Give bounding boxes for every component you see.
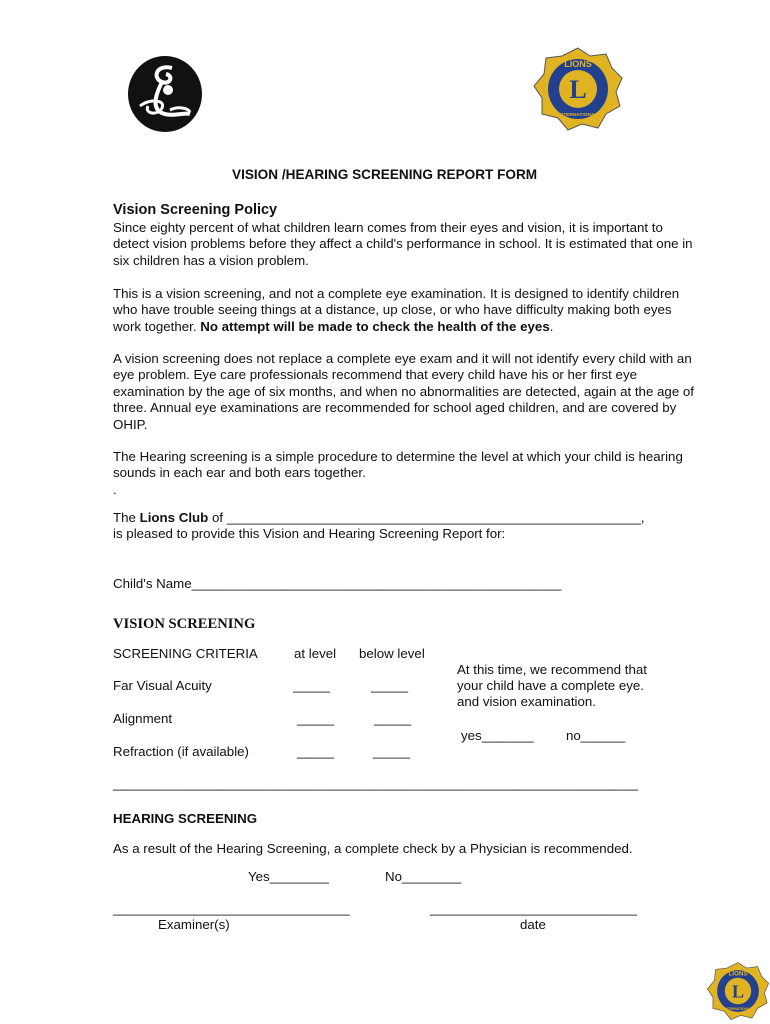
svg-text:LIONS: LIONS — [728, 970, 748, 978]
date-field[interactable]: ____________________________ — [430, 901, 638, 916]
policy-paragraph-2: This is a vision screening, and not a complete eye examination. It is designed to identify children who have trouble seeing things at a distance, up close, or who have difficulty making both eyes work together. No attempt will be made to check the health of the eyes. — [113, 286, 680, 334]
svg-text:L: L — [569, 75, 587, 104]
criteria-header: SCREENING CRITERIA — [113, 646, 258, 661]
club-location-field[interactable]: ________________________________________________________, — [226, 510, 645, 525]
policy-paragraph-4: The Hearing screening is a simple procedure to determine the level at which your child is hearing sounds in each ear and both ears together. . — [113, 449, 683, 497]
recommend-line-3: and vision examination. — [457, 694, 596, 709]
recommend-line-1: At this time, we recommend that — [457, 662, 647, 677]
hearing-yes-field[interactable]: Yes________ — [248, 869, 329, 884]
hearing-statement: As a result of the Hearing Screening, a complete check by a Physician is recommended. — [113, 841, 633, 856]
health-disclaimer: No attempt will be made to check the health of the eyes — [200, 318, 550, 334]
policy-paragraph-3: A vision screening does not replace a complete eye exam and it will not identify every child with an eye problem. Eye care professionals recommend that every child have his or her first eye examination by the age of six months, and when no abnormalities are detected, again at the age of three. Annual eye examinations are recommended for school aged children, and are covered by OHIP. — [113, 351, 695, 432]
lions-club-line: The Lions Club of ________________________________________________________, — [113, 510, 645, 525]
refraction-at-level-field[interactable]: _____ — [297, 744, 334, 759]
below-level-header: below level — [359, 646, 425, 661]
hearing-no-field[interactable]: No________ — [385, 869, 462, 884]
vision-yes-field[interactable]: yes_______ — [461, 728, 534, 743]
section-divider: _______________________________________________________________________ — [113, 776, 639, 791]
criteria-refraction: Refraction (if available) — [113, 744, 249, 759]
far-visual-acuity-at-level-field[interactable]: _____ — [293, 678, 330, 693]
policy-paragraph-1: Since eighty percent of what children learn comes from their eyes and vision, it is important to detect vision problems before they affect a child's performance in school. It is estimated that one in six children has a vision problem. — [113, 220, 693, 268]
policy-heading: Vision Screening Policy — [113, 202, 278, 218]
svg-text:INTERNATIONAL: INTERNATIONAL — [724, 1006, 752, 1011]
child-name-label: Child's Name — [113, 576, 192, 591]
criteria-far-visual-acuity: Far Visual Acuity — [113, 678, 212, 693]
child-name-field[interactable]: __________________________________________________ — [191, 576, 562, 591]
svg-text:L: L — [731, 981, 745, 1002]
svg-text:INTERNATIONAL: INTERNATIONAL — [558, 113, 598, 118]
date-label: date — [520, 917, 546, 932]
svg-text:LIONS: LIONS — [564, 59, 592, 69]
at-level-header: at level — [294, 646, 337, 661]
alignment-at-level-field[interactable]: _____ — [297, 711, 334, 726]
examiner-label: Examiner(s) — [158, 917, 230, 932]
criteria-alignment: Alignment — [113, 711, 173, 726]
lions-club-emblem-icon — [532, 46, 624, 132]
child-name-row — [113, 576, 561, 591]
pleased-to-provide-text: is pleased to provide this Vision and Hearing Screening Report for: — [113, 526, 506, 541]
far-visual-acuity-below-level-field[interactable]: _____ — [371, 678, 408, 693]
hearing-screening-heading: HEARING SCREENING — [113, 811, 258, 826]
form-title: VISION /HEARING SCREENING REPORT FORM — [232, 167, 538, 182]
lions-emblem-small-icon — [706, 960, 770, 1022]
vision-no-field[interactable]: no______ — [566, 728, 626, 743]
alignment-below-level-field[interactable]: _____ — [374, 711, 411, 726]
refraction-below-level-field[interactable]: _____ — [373, 744, 410, 759]
vision-screening-heading: VISION SCREENING — [113, 616, 256, 632]
recommend-line-2: your child have a complete eye. — [457, 678, 645, 693]
stylized-l-logo-icon — [126, 54, 204, 134]
examiner-signature-field[interactable]: ________________________________ — [113, 901, 350, 916]
